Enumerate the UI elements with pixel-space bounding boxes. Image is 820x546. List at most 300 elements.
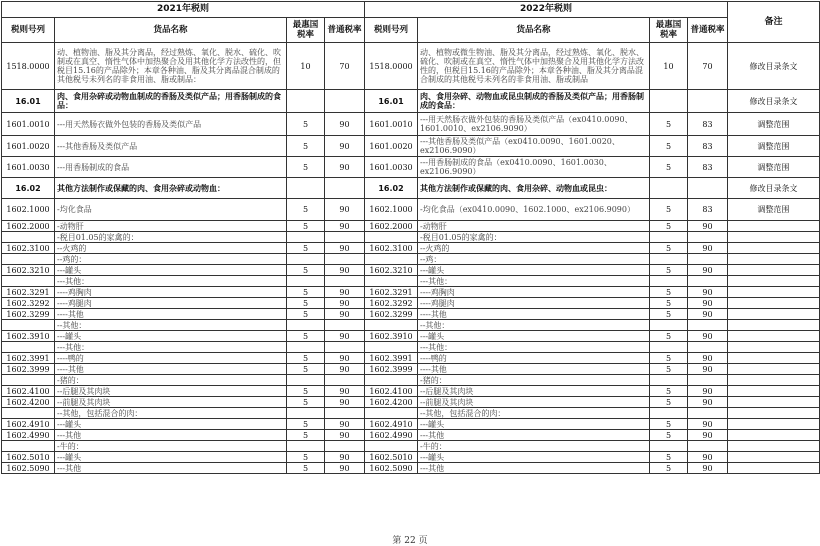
remark-cell xyxy=(728,408,820,419)
table-row xyxy=(2,419,820,430)
general-rate-cell: 90 xyxy=(325,309,365,320)
general-rate-cell xyxy=(688,342,728,353)
general-rate-cell: 90 xyxy=(688,397,728,408)
name-cell: ---其他 xyxy=(418,430,650,441)
code-cell: 1602.3999 xyxy=(365,364,418,375)
code-cell: 1602.4200 xyxy=(2,397,55,408)
table-row xyxy=(2,452,820,463)
general-rate-cell xyxy=(325,232,365,243)
general-rate-cell: 90 xyxy=(688,287,728,298)
name-cell: ---其他 xyxy=(55,463,287,474)
remark-cell: 修改目录条文 xyxy=(728,178,820,199)
table-row xyxy=(2,309,820,320)
name-cell: ---其他： xyxy=(418,276,650,287)
code-cell xyxy=(365,254,418,265)
remark-cell xyxy=(728,232,820,243)
general-rate-cell: 83 xyxy=(688,113,728,136)
header-remark: 备注 xyxy=(728,2,820,43)
mfn-rate-cell: 5 xyxy=(287,452,325,463)
mfn-rate-cell: 5 xyxy=(287,136,325,157)
code-cell xyxy=(365,342,418,353)
code-cell: 1602.5010 xyxy=(365,452,418,463)
table-row xyxy=(2,408,820,419)
code-cell: 1601.0030 xyxy=(365,157,418,178)
code-cell xyxy=(365,408,418,419)
tariff-comparison-table xyxy=(1,1,820,474)
page-number: 第 22 页 xyxy=(392,536,428,546)
remark-cell: 调整范围 xyxy=(728,113,820,136)
remark-cell xyxy=(728,397,820,408)
remark-cell: 调整范围 xyxy=(728,199,820,221)
code-cell: 1602.3910 xyxy=(2,331,55,342)
remark-cell xyxy=(728,298,820,309)
name-cell: --后腿及其肉块 xyxy=(418,386,650,397)
name-cell: 动、植物或微生物油、脂及其分离品，经过熟炼、氧化、脱水、硫化、吹制或在真空、惰性气体中加热聚合及用其他化学方法改性的，但税目15.16的产品除外；本章各种油、脂及其分离品混合制成的其他税号未列名的非食用油、脂或制品 xyxy=(418,43,650,90)
table-row xyxy=(2,298,820,309)
code-cell: 1602.4200 xyxy=(365,397,418,408)
mfn-rate-cell: 5 xyxy=(287,265,325,276)
mfn-rate-cell xyxy=(287,232,325,243)
name-cell: -均化食品（ex0410.0090、1602.1000、ex2106.9090） xyxy=(418,199,650,221)
mfn-rate-cell: 5 xyxy=(287,386,325,397)
name-cell: ---罐头 xyxy=(55,452,287,463)
name-cell: --火鸡的 xyxy=(55,243,287,254)
general-rate-cell: 90 xyxy=(688,430,728,441)
mfn-rate-cell xyxy=(287,342,325,353)
code-cell: 1602.3100 xyxy=(2,243,55,254)
table-row xyxy=(2,265,820,276)
mfn-rate-cell xyxy=(287,178,325,199)
table-row xyxy=(2,136,820,157)
table-row xyxy=(2,441,820,452)
general-rate-cell: 90 xyxy=(688,364,728,375)
general-rate-cell: 90 xyxy=(688,309,728,320)
mfn-rate-cell: 5 xyxy=(287,364,325,375)
name-cell: -牛的： xyxy=(55,441,287,452)
mfn-rate-cell: 5 xyxy=(650,386,688,397)
col-gen-2021: 普通税率 xyxy=(325,18,365,43)
general-rate-cell xyxy=(688,90,728,113)
code-cell: 1601.0020 xyxy=(365,136,418,157)
code-cell: 1602.3210 xyxy=(2,265,55,276)
code-cell xyxy=(2,254,55,265)
general-rate-cell xyxy=(688,178,728,199)
code-cell: 1518.0000 xyxy=(2,43,55,90)
table-row xyxy=(2,430,820,441)
remark-cell xyxy=(728,221,820,232)
general-rate-cell xyxy=(325,178,365,199)
mfn-rate-cell: 5 xyxy=(650,452,688,463)
remark-cell xyxy=(728,419,820,430)
code-cell: 1602.3991 xyxy=(365,353,418,364)
table-row xyxy=(2,232,820,243)
code-cell: 1602.4910 xyxy=(2,419,55,430)
col-code-2022: 税则号列 xyxy=(365,18,418,43)
code-cell: 1601.0010 xyxy=(2,113,55,136)
name-cell: -猪的： xyxy=(55,375,287,386)
mfn-rate-cell: 5 xyxy=(287,287,325,298)
table-row xyxy=(2,364,820,375)
general-rate-cell: 90 xyxy=(325,287,365,298)
code-cell xyxy=(365,375,418,386)
code-cell xyxy=(365,276,418,287)
code-cell: 1602.3999 xyxy=(2,364,55,375)
table-row xyxy=(2,342,820,353)
code-cell: 1602.4990 xyxy=(365,430,418,441)
mfn-rate-cell: 5 xyxy=(650,199,688,221)
remark-cell xyxy=(728,243,820,254)
code-cell: 1602.4910 xyxy=(365,419,418,430)
col-mfn-2022: 最惠国税率 xyxy=(650,18,688,43)
name-cell: --前腿及其肉块 xyxy=(418,397,650,408)
name-cell: ---用天然肠衣做外包装的香肠及类似产品（ex0410.0090、1601.0010、ex2106.9090） xyxy=(418,113,650,136)
mfn-rate-cell xyxy=(650,320,688,331)
general-rate-cell xyxy=(688,441,728,452)
table-row xyxy=(2,463,820,474)
general-rate-cell: 90 xyxy=(325,353,365,364)
code-cell: 16.02 xyxy=(365,178,418,199)
general-rate-cell: 83 xyxy=(688,199,728,221)
general-rate-cell: 90 xyxy=(325,298,365,309)
name-cell: ----鸡腿肉 xyxy=(55,298,287,309)
table-row xyxy=(2,375,820,386)
general-rate-cell: 90 xyxy=(325,452,365,463)
code-cell: 1518.0000 xyxy=(365,43,418,90)
mfn-rate-cell xyxy=(650,232,688,243)
mfn-rate-cell xyxy=(287,276,325,287)
name-cell: -牛的： xyxy=(418,441,650,452)
name-cell: --其他： xyxy=(55,320,287,331)
mfn-rate-cell: 5 xyxy=(287,331,325,342)
general-rate-cell: 90 xyxy=(688,419,728,430)
name-cell: ---罐头 xyxy=(418,452,650,463)
table-row xyxy=(2,320,820,331)
name-cell: 肉、食用杂碎、动物血或昆虫制成的香肠及类似产品；用香肠制成的食品： xyxy=(418,90,650,113)
mfn-rate-cell: 5 xyxy=(650,221,688,232)
mfn-rate-cell: 10 xyxy=(287,43,325,90)
mfn-rate-cell: 5 xyxy=(650,331,688,342)
code-cell: 1602.4100 xyxy=(2,386,55,397)
general-rate-cell xyxy=(688,408,728,419)
name-cell: ----鸭的 xyxy=(55,353,287,364)
remark-cell xyxy=(728,375,820,386)
general-rate-cell xyxy=(325,441,365,452)
name-cell: -均化食品 xyxy=(55,199,287,221)
code-cell: 1602.1000 xyxy=(365,199,418,221)
name-cell: 动、植物油、脂及其分离品，经过熟炼、氧化、脱水、硫化、吹制或在真空、惰性气体中加热聚合及用其他化学方法改性的，但税目15.16的产品除外；本章各种油、脂及其分离品混合制成的其他税号未列名的非食用油、脂或制品： xyxy=(55,43,287,90)
name-cell: --其他，包括混合的肉： xyxy=(418,408,650,419)
code-cell xyxy=(2,320,55,331)
code-cell: 1602.3299 xyxy=(2,309,55,320)
code-cell: 1602.5090 xyxy=(2,463,55,474)
remark-cell xyxy=(728,441,820,452)
general-rate-cell xyxy=(688,232,728,243)
name-cell: ---其他香肠及类似产品（ex0410.0090、1601.0020、ex2106.9090） xyxy=(418,136,650,157)
name-cell: -税目01.05的家禽的： xyxy=(55,232,287,243)
code-cell xyxy=(2,408,55,419)
mfn-rate-cell xyxy=(650,276,688,287)
name-cell: ---罐头 xyxy=(55,419,287,430)
mfn-rate-cell: 5 xyxy=(650,309,688,320)
code-cell: 1602.5090 xyxy=(365,463,418,474)
remark-cell xyxy=(728,353,820,364)
name-cell: --火鸡的 xyxy=(418,243,650,254)
general-rate-cell xyxy=(325,342,365,353)
name-cell: ----鸡腿肉 xyxy=(418,298,650,309)
general-rate-cell: 90 xyxy=(688,353,728,364)
name-cell: ---其他香肠及类似产品 xyxy=(55,136,287,157)
mfn-rate-cell: 5 xyxy=(650,243,688,254)
table-row xyxy=(2,157,820,178)
remark-cell xyxy=(728,364,820,375)
general-rate-cell: 90 xyxy=(325,199,365,221)
name-cell: --后腿及其肉块 xyxy=(55,386,287,397)
general-rate-cell: 90 xyxy=(688,243,728,254)
code-cell: 1602.4990 xyxy=(2,430,55,441)
code-cell xyxy=(365,232,418,243)
mfn-rate-cell xyxy=(650,90,688,113)
mfn-rate-cell: 5 xyxy=(650,364,688,375)
mfn-rate-cell: 5 xyxy=(650,430,688,441)
name-cell: ---其他： xyxy=(55,276,287,287)
code-cell: 1602.1000 xyxy=(2,199,55,221)
code-cell: 1602.3991 xyxy=(2,353,55,364)
general-rate-cell xyxy=(325,408,365,419)
code-cell: 1602.3291 xyxy=(2,287,55,298)
table-row xyxy=(2,254,820,265)
mfn-rate-cell xyxy=(287,320,325,331)
col-code-2021: 税则号列 xyxy=(2,18,55,43)
mfn-rate-cell xyxy=(650,375,688,386)
name-cell: ---其他 xyxy=(418,463,650,474)
remark-cell: 调整范围 xyxy=(728,157,820,178)
name-cell: ---用香肠制成的食品（ex0410.0090、1601.0030、ex2106.9090） xyxy=(418,157,650,178)
name-cell: -动物肝 xyxy=(55,221,287,232)
general-rate-cell: 90 xyxy=(325,243,365,254)
code-cell xyxy=(2,441,55,452)
code-cell: 1602.2000 xyxy=(365,221,418,232)
table-row xyxy=(2,353,820,364)
code-cell: 1602.3299 xyxy=(365,309,418,320)
table-row xyxy=(2,386,820,397)
mfn-rate-cell: 5 xyxy=(287,113,325,136)
remark-cell: 修改目录条文 xyxy=(728,90,820,113)
general-rate-cell: 90 xyxy=(325,463,365,474)
code-cell: 16.02 xyxy=(2,178,55,199)
remark-cell: 修改目录条文 xyxy=(728,43,820,90)
mfn-rate-cell: 5 xyxy=(650,287,688,298)
remark-cell xyxy=(728,452,820,463)
code-cell: 1602.3210 xyxy=(365,265,418,276)
col-name-2022: 货品名称 xyxy=(418,18,650,43)
general-rate-cell: 90 xyxy=(325,331,365,342)
general-rate-cell: 90 xyxy=(325,397,365,408)
mfn-rate-cell: 5 xyxy=(287,199,325,221)
name-cell: -动物肝 xyxy=(418,221,650,232)
code-cell: 16.01 xyxy=(365,90,418,113)
code-cell xyxy=(2,375,55,386)
code-cell: 1602.3910 xyxy=(365,331,418,342)
table-body xyxy=(2,43,820,474)
mfn-rate-cell: 5 xyxy=(287,243,325,254)
mfn-rate-cell xyxy=(650,441,688,452)
code-cell xyxy=(2,276,55,287)
general-rate-cell: 90 xyxy=(325,265,365,276)
header-2022: 2022年税则 xyxy=(365,2,728,18)
name-cell: -税目01.05的家禽的： xyxy=(418,232,650,243)
name-cell: ----其他 xyxy=(55,364,287,375)
name-cell: ---罐头 xyxy=(55,331,287,342)
table-row xyxy=(2,287,820,298)
remark-cell xyxy=(728,342,820,353)
mfn-rate-cell xyxy=(650,254,688,265)
code-cell xyxy=(2,232,55,243)
name-cell: --鸡的： xyxy=(55,254,287,265)
mfn-rate-cell: 10 xyxy=(650,43,688,90)
name-cell: ---其他 xyxy=(55,430,287,441)
general-rate-cell xyxy=(325,375,365,386)
general-rate-cell: 90 xyxy=(688,463,728,474)
name-cell: --其他，包括混合的肉： xyxy=(55,408,287,419)
table-row xyxy=(2,90,820,113)
name-cell: ---用天然肠衣做外包装的香肠及类似产品 xyxy=(55,113,287,136)
mfn-rate-cell: 5 xyxy=(287,430,325,441)
general-rate-cell xyxy=(688,320,728,331)
general-rate-cell: 70 xyxy=(325,43,365,90)
mfn-rate-cell: 5 xyxy=(650,419,688,430)
general-rate-cell xyxy=(325,90,365,113)
general-rate-cell: 90 xyxy=(688,452,728,463)
mfn-rate-cell xyxy=(287,441,325,452)
remark-cell xyxy=(728,463,820,474)
table-row xyxy=(2,221,820,232)
code-cell: 1601.0020 xyxy=(2,136,55,157)
mfn-rate-cell: 5 xyxy=(650,265,688,276)
remark-cell xyxy=(728,287,820,298)
table-row xyxy=(2,243,820,254)
code-cell: 1602.3292 xyxy=(365,298,418,309)
name-cell: ----其他 xyxy=(418,309,650,320)
remark-cell xyxy=(728,320,820,331)
name-cell: 其他方法制作或保藏的肉、食用杂碎、动物血或昆虫： xyxy=(418,178,650,199)
name-cell: --其他： xyxy=(418,320,650,331)
mfn-rate-cell: 5 xyxy=(287,463,325,474)
mfn-rate-cell: 5 xyxy=(650,157,688,178)
general-rate-cell: 90 xyxy=(688,331,728,342)
code-cell: 1602.4100 xyxy=(365,386,418,397)
remark-cell: 调整范围 xyxy=(728,136,820,157)
remark-cell xyxy=(728,254,820,265)
mfn-rate-cell: 5 xyxy=(287,353,325,364)
general-rate-cell: 90 xyxy=(325,136,365,157)
code-cell: 16.01 xyxy=(2,90,55,113)
header-2021: 2021年税则 xyxy=(2,2,365,18)
code-cell xyxy=(2,342,55,353)
mfn-rate-cell: 5 xyxy=(650,397,688,408)
general-rate-cell: 90 xyxy=(325,430,365,441)
code-cell: 1601.0010 xyxy=(365,113,418,136)
general-rate-cell xyxy=(688,375,728,386)
table-row xyxy=(2,397,820,408)
name-cell: --鸡： xyxy=(418,254,650,265)
name-cell: ----其他 xyxy=(418,364,650,375)
mfn-rate-cell xyxy=(287,375,325,386)
general-rate-cell: 90 xyxy=(688,221,728,232)
name-cell: 肉、食用杂碎或动物血制成的香肠及类似产品；用香肠制成的食品： xyxy=(55,90,287,113)
remark-cell xyxy=(728,331,820,342)
code-cell: 1602.3100 xyxy=(365,243,418,254)
general-rate-cell xyxy=(325,320,365,331)
general-rate-cell xyxy=(325,254,365,265)
name-cell: ----鸡胸肉 xyxy=(418,287,650,298)
name-cell: 其他方法制作或保藏的肉、食用杂碎或动物血： xyxy=(55,178,287,199)
remark-cell xyxy=(728,276,820,287)
mfn-rate-cell: 5 xyxy=(650,136,688,157)
mfn-rate-cell: 5 xyxy=(650,113,688,136)
code-cell xyxy=(365,320,418,331)
mfn-rate-cell xyxy=(650,178,688,199)
general-rate-cell xyxy=(688,276,728,287)
mfn-rate-cell: 5 xyxy=(650,298,688,309)
mfn-rate-cell: 5 xyxy=(287,309,325,320)
general-rate-cell: 90 xyxy=(325,113,365,136)
mfn-rate-cell: 5 xyxy=(650,463,688,474)
general-rate-cell: 90 xyxy=(325,364,365,375)
name-cell: ----鸭的 xyxy=(418,353,650,364)
mfn-rate-cell xyxy=(287,90,325,113)
code-cell: 1602.2000 xyxy=(2,221,55,232)
table-row xyxy=(2,178,820,199)
name-cell: ---其他： xyxy=(55,342,287,353)
mfn-rate-cell xyxy=(287,408,325,419)
name-cell: ---罐头 xyxy=(55,265,287,276)
name-cell: ---罐头 xyxy=(418,331,650,342)
general-rate-cell: 90 xyxy=(325,419,365,430)
name-cell: ---用香肠制成的食品 xyxy=(55,157,287,178)
table-row xyxy=(2,276,820,287)
name-cell: ----鸡胸肉 xyxy=(55,287,287,298)
general-rate-cell xyxy=(688,254,728,265)
mfn-rate-cell: 5 xyxy=(287,298,325,309)
name-cell: ---其他： xyxy=(418,342,650,353)
table-row xyxy=(2,113,820,136)
general-rate-cell xyxy=(325,276,365,287)
mfn-rate-cell: 5 xyxy=(287,419,325,430)
code-cell: 1602.3291 xyxy=(365,287,418,298)
general-rate-cell: 90 xyxy=(325,221,365,232)
general-rate-cell: 83 xyxy=(688,136,728,157)
remark-cell xyxy=(728,386,820,397)
general-rate-cell: 90 xyxy=(688,265,728,276)
name-cell: --前腿及其肉块 xyxy=(55,397,287,408)
code-cell: 1601.0030 xyxy=(2,157,55,178)
table-row xyxy=(2,331,820,342)
mfn-rate-cell xyxy=(650,342,688,353)
general-rate-cell: 90 xyxy=(688,298,728,309)
general-rate-cell: 90 xyxy=(325,157,365,178)
mfn-rate-cell xyxy=(650,408,688,419)
name-cell: -猪的： xyxy=(418,375,650,386)
code-cell xyxy=(365,441,418,452)
remark-cell xyxy=(728,430,820,441)
remark-cell xyxy=(728,309,820,320)
col-gen-2022: 普通税率 xyxy=(688,18,728,43)
mfn-rate-cell: 5 xyxy=(287,397,325,408)
mfn-rate-cell: 5 xyxy=(287,221,325,232)
name-cell: ---罐头 xyxy=(418,419,650,430)
remark-cell xyxy=(728,265,820,276)
mfn-rate-cell xyxy=(287,254,325,265)
